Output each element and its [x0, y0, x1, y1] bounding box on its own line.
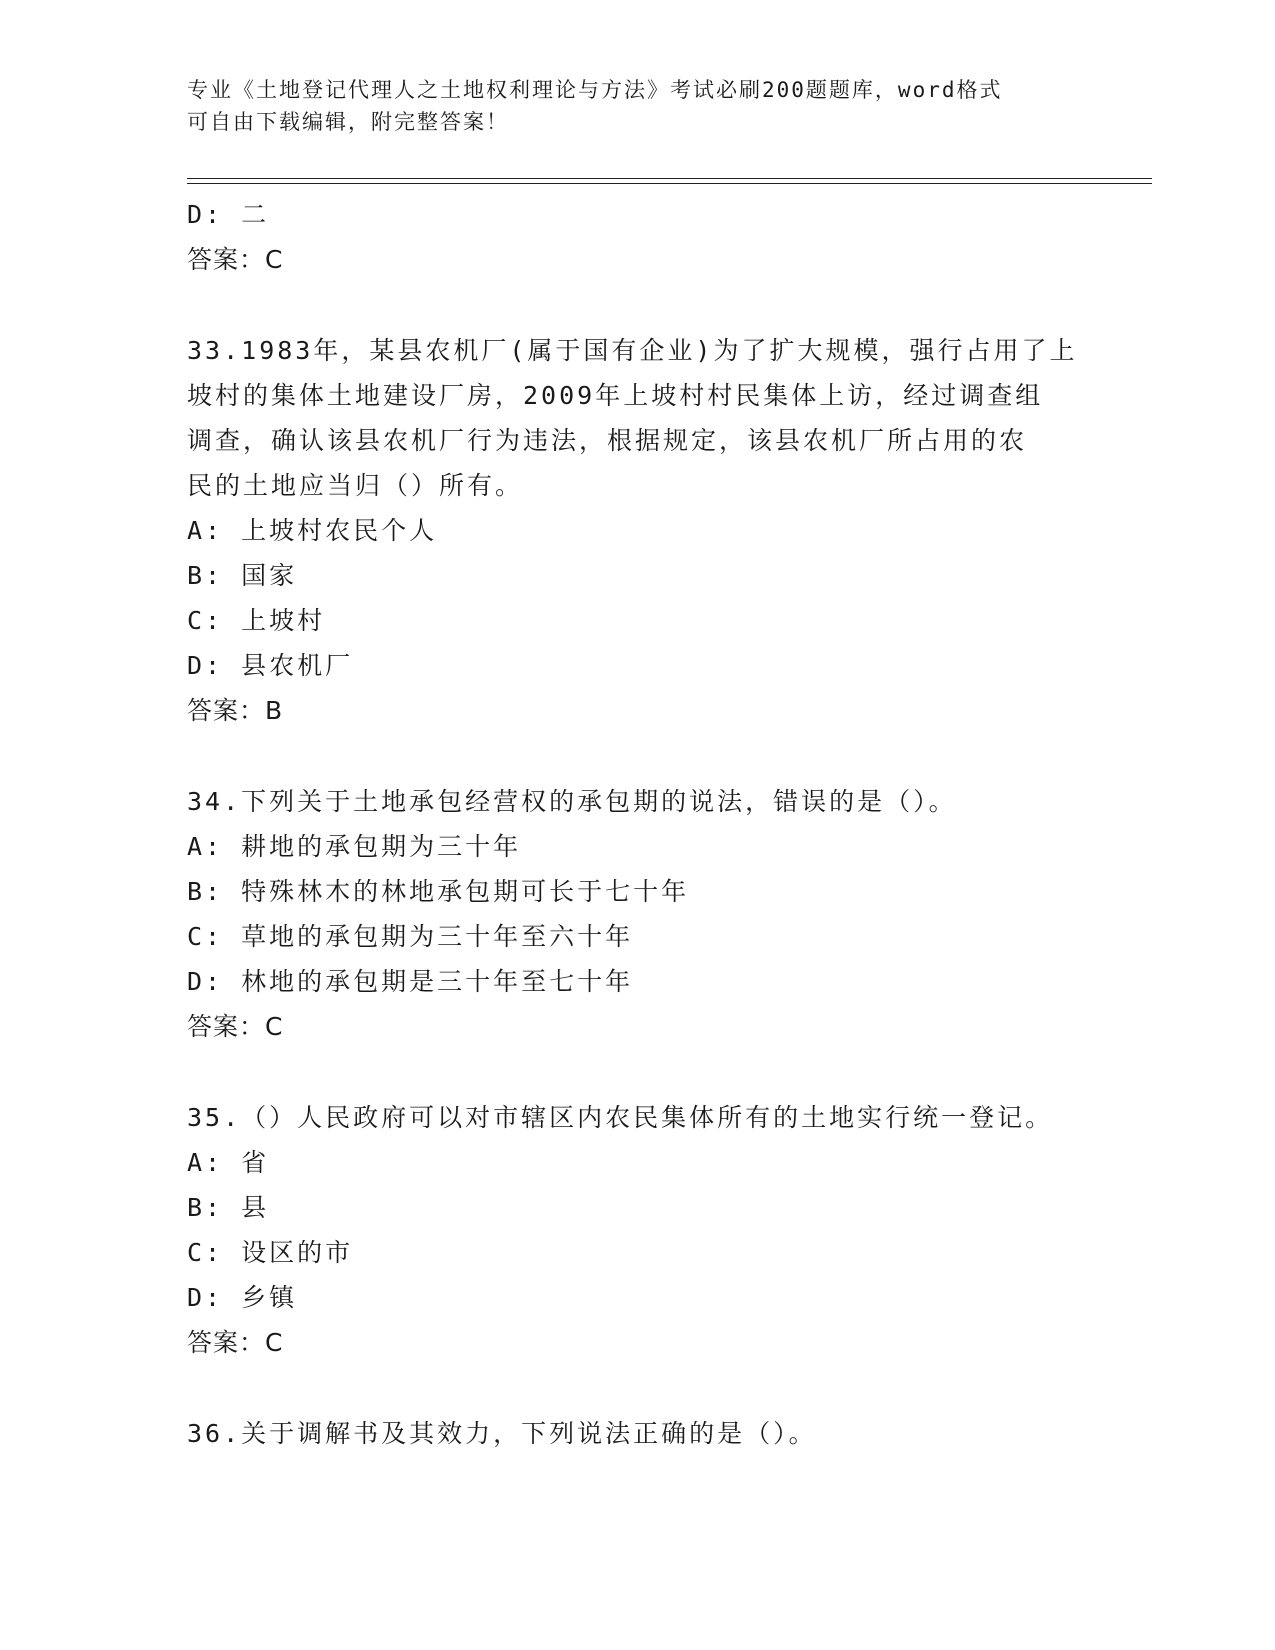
option-d: D: 二	[187, 200, 270, 229]
header-title-line-1: 专业《土地登记代理人之土地权利理论与方法》考试必刷200题题库，word格式	[187, 78, 1003, 102]
page-header	[187, 74, 1087, 138]
option-c: C: 设区的市	[187, 1238, 354, 1267]
question-text-line: 民的土地应当归（）所有。	[187, 471, 524, 500]
option-b: B: 县	[187, 1193, 270, 1222]
option-c: C: 草地的承包期为三十年至六十年	[187, 922, 634, 951]
previous-question-tail	[187, 192, 1087, 282]
option-d: D: 乡镇	[187, 1283, 298, 1312]
option-c: C: 上坡村	[187, 606, 326, 635]
question-34	[187, 779, 1087, 1049]
option-a: A: 耕地的承包期为三十年	[187, 832, 522, 861]
question-text-line: 坡村的集体土地建设厂房，2009年上坡村村民集体上访，经过调查组	[187, 381, 1044, 410]
answer-line: 答案：C	[187, 245, 284, 274]
header-divider	[187, 178, 1152, 179]
option-d: D: 县农机厂	[187, 651, 354, 680]
answer-line: 答案：C	[187, 1328, 284, 1357]
option-b: B: 特殊林木的林地承包期可长于七十年	[187, 877, 690, 906]
header-divider-secondary	[187, 183, 1152, 184]
option-a: A: 省	[187, 1148, 270, 1177]
option-a: A: 上坡村农民个人	[187, 516, 438, 545]
option-b: B: 国家	[187, 561, 298, 590]
question-text-line: 35.（）人民政府可以对市辖区内农民集体所有的土地实行统一登记。	[187, 1103, 1054, 1132]
question-36	[187, 1411, 1087, 1456]
question-33	[187, 328, 1087, 733]
question-text-line: 34.下列关于土地承包经营权的承包期的说法，错误的是（）。	[187, 787, 957, 816]
header-title-line-2: 可自由下载编辑，附完整答案！	[187, 110, 509, 134]
question-35	[187, 1095, 1087, 1365]
question-content	[187, 192, 1087, 1456]
question-text-line: 36.关于调解书及其效力，下列说法正确的是（）。	[187, 1419, 817, 1448]
question-text-line: 调查，确认该县农机厂行为违法，根据规定，该县农机厂所占用的农	[187, 426, 1028, 455]
option-d: D: 林地的承包期是三十年至七十年	[187, 967, 634, 996]
answer-line: 答案：B	[187, 696, 284, 725]
answer-line: 答案：C	[187, 1012, 284, 1041]
question-text-line: 33.1983年，某县农机厂(属于国有企业)为了扩大规模，强行占用了上	[187, 336, 1078, 365]
